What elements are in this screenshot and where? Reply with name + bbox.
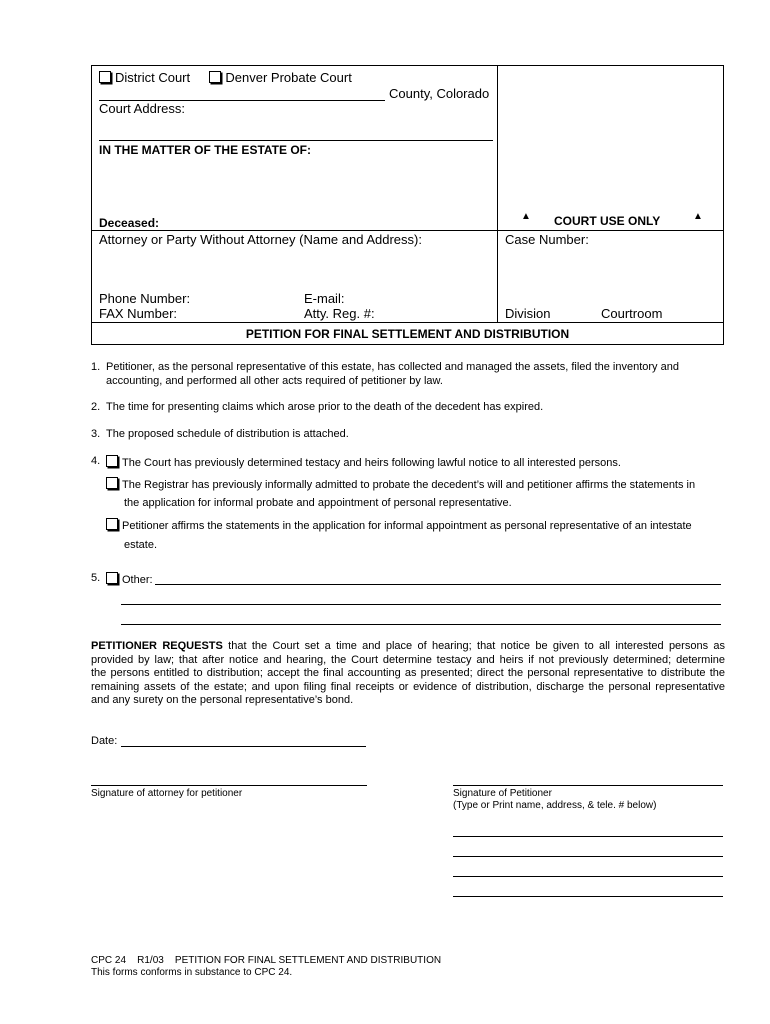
courtroom-label: Courtroom (601, 306, 663, 321)
case-number-label: Case Number: (505, 232, 589, 247)
division-label: Division (505, 306, 551, 321)
other-field-line-1[interactable] (155, 584, 721, 585)
date-field[interactable] (121, 746, 366, 747)
date-label: Date: (91, 735, 118, 747)
district-court-checkbox[interactable] (99, 71, 111, 83)
petitioner-info-line-2[interactable] (453, 856, 723, 857)
other-field-line-2[interactable] (121, 604, 721, 605)
other-field-line-3[interactable] (121, 624, 721, 625)
fax-label: FAX Number: (99, 306, 178, 321)
item-5-row (106, 572, 153, 586)
item-4c-line-1: Petitioner affirms the statements in the application for informal appointment as personal representative of an intestate (122, 520, 692, 532)
caption-vertical-divider (497, 65, 498, 323)
intestate-affirm-checkbox[interactable] (106, 518, 118, 530)
item-1-line-2: accounting, and performed all other acts required of petitioner by law. (106, 375, 443, 387)
caption-divider-attorney (91, 230, 724, 231)
petitioner-info-line-1[interactable] (453, 836, 723, 837)
court-use-only-label: COURT USE ONLY (554, 214, 661, 228)
testacy-determined-checkbox[interactable] (106, 455, 118, 467)
registrar-admitted-checkbox[interactable] (106, 477, 118, 489)
county-label: County, Colorado (389, 86, 490, 101)
request-line-3: the persons entitled to distribution; accept the final accounting as presented; direct the personal representative to distribute the (91, 667, 725, 679)
deceased-label: Deceased: (99, 216, 160, 230)
attorney-signature-line[interactable] (91, 785, 367, 786)
arrow-up-icon: ▲ (693, 211, 703, 222)
item-3-text: The proposed schedule of distribution is attached. (106, 428, 349, 440)
petitioner-signature-line[interactable] (453, 785, 723, 786)
atty-reg-label: Atty. Reg. #: (304, 306, 375, 321)
item-4a-text: The Court has previously determined testacy and heirs following lawful notice to all interested persons. (122, 457, 621, 469)
attorney-label: Attorney or Party Without Attorney (Name and Address): (99, 232, 422, 247)
attorney-signature-label: Signature of attorney for petitioner (91, 788, 243, 799)
arrow-up-icon: ▲ (521, 211, 531, 222)
item-1-number: 1. (91, 361, 101, 373)
request-bold: PETITIONER REQUESTS (91, 640, 223, 652)
item-1-line-1: Petitioner, as the personal representative of this estate, has collected and managed the assets, filed the inventory and (106, 361, 679, 373)
form-title: PETITION FOR FINAL SETTLEMENT AND DISTRIBUTION (245, 327, 570, 341)
petitioner-signature-label: Signature of Petitioner (453, 788, 552, 799)
denver-probate-label: Denver Probate Court (225, 70, 352, 85)
petitioner-info-line-3[interactable] (453, 876, 723, 877)
item-5-number: 5. (91, 572, 101, 584)
footer-form-id: CPC 24 R1/03 PETITION FOR FINAL SETTLEMENT AND DISTRIBUTION (91, 955, 442, 966)
item-4b-row (106, 477, 695, 491)
caption-divider-title (91, 322, 724, 323)
request-paragraph (91, 640, 725, 708)
item-4b-line-1: The Registrar has previously informally admitted to probate the decedent’s will and petitioner affirms the statements in (122, 479, 696, 491)
email-label: E-mail: (304, 291, 345, 306)
item-2-number: 2. (91, 401, 101, 413)
request-line-4: remaining assets of the estate; and upon filing final receipts or evidence of distribution, discharge the personal representative (91, 680, 725, 693)
item-4c-line-2: estate. (124, 539, 158, 551)
court-type-row (99, 70, 352, 85)
petitioner-info-line-4[interactable] (453, 896, 723, 897)
item-2-text: The time for presenting claims which arose prior to the death of the decedent has expired. (106, 401, 544, 413)
item-4a-row (106, 455, 621, 469)
item-4c-row (106, 518, 692, 532)
petitioner-signature-note: (Type or Print name, address, & tele. # below) (453, 800, 657, 811)
item-4-number: 4. (91, 455, 101, 467)
denver-probate-checkbox[interactable] (209, 71, 221, 83)
court-address-field[interactable] (99, 140, 493, 141)
matter-heading: IN THE MATTER OF THE ESTATE OF: (99, 143, 311, 157)
phone-label: Phone Number: (99, 291, 191, 306)
other-label: Other: (122, 574, 153, 586)
district-court-label: District Court (115, 70, 191, 85)
item-3-number: 3. (91, 428, 101, 440)
other-checkbox[interactable] (106, 572, 118, 584)
court-address-label: Court Address: (99, 101, 185, 116)
footer-conformance: This forms conforms in substance to CPC 24. (91, 967, 293, 978)
item-4b-line-2: the application for informal probate and appointment of personal representative. (124, 497, 512, 509)
request-line-5: and any surety on the personal representative’s bond. (91, 694, 354, 706)
request-line-2: provided by law; that after notice and hearing, the Court determine testacy and heirs if not previously determined; determine (91, 653, 725, 666)
request-line-1: that the Court set a time and place of hearing; that notice be given to all interested persons as (228, 640, 726, 652)
